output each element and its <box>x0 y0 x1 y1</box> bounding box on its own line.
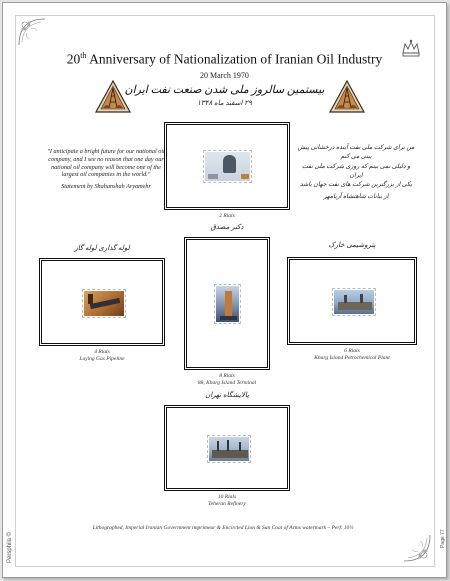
oil-derrick-emblem-icon <box>329 80 365 113</box>
stamp-persian-label: پالایشگاه تهران <box>205 391 249 399</box>
page-title: 20th Anniversary of Nationalization of Iranian Oil Industry <box>66 51 383 67</box>
stamp-persian-label: لوله گذاری لوله گاز <box>74 244 130 252</box>
persian-date: ۲۹ اسفند ماه ۱۳۴۸ <box>197 99 252 107</box>
stamp-8-rials <box>215 285 240 323</box>
stamp-4-rials <box>83 290 125 317</box>
footer-note: Lithographed, Imperial Iranian Government imprimeur & Encircled Lion & Sun Coat of Arms watermark – Perf. 10½ <box>92 525 354 531</box>
stamp-frame-6-rials <box>287 257 417 345</box>
persian-title: بیستمین سالروز ملی شدن صنعت نفت ایران <box>124 84 325 96</box>
stamp-frame-8-rials <box>184 237 270 370</box>
stamp-caption: 10 Rials Teheran Refinery <box>208 494 246 508</box>
english-quote <box>47 148 165 191</box>
page-number: Page 77 <box>440 529 446 548</box>
album-page <box>2 2 447 578</box>
quote-text: "I anticipate a bright future for our national oil company, and I see no reason that one day our national oil company will become one of the largest oil companies in the world." <box>47 148 165 179</box>
corner-ornament-icon <box>402 533 432 563</box>
copyright-text: Persphila © <box>7 531 13 563</box>
stamp-2-rials <box>204 151 251 182</box>
stamp-persian-label: پتروشیمی خارک <box>328 241 376 249</box>
stamp-caption: 2 Rials <box>219 213 235 219</box>
persian-quote-line: و دلیلی نمی بینم که روزی شرکت ملی نفت ایران <box>301 162 411 179</box>
stamp-caption: 6 Rials Kharg Island Petrochemical Plant <box>314 348 390 362</box>
persian-quote <box>295 143 417 202</box>
persian-quote-line: من برای شرکت ملی نفت آینده درخشانی پیش بینی می کنم <box>297 144 415 161</box>
corner-ornament-icon <box>17 17 47 47</box>
stamp-10-rials <box>208 436 250 462</box>
stamp-caption: 4 Rials Laying Gas Pipeline <box>79 349 125 363</box>
persian-quote-attribution: از بیانات شاهنشاه آریامهر <box>323 193 389 201</box>
stamp-frame-4-rials <box>39 258 165 346</box>
oil-derrick-emblem-icon <box>95 80 131 113</box>
issue-date: 20 March 1970 <box>200 71 249 80</box>
quote-attribution: Statement by Shahanshah Aryamehr <box>61 183 151 190</box>
stamp-frame-2-rials <box>164 122 290 210</box>
stamp-6-rials <box>333 289 375 315</box>
stamp-caption: 8 Rials 88, Kharg Island Terminal <box>197 373 257 387</box>
stamp-frame-10-rials <box>164 405 290 491</box>
persian-quote-line: یکی از بزرگترین شرکت های نفت جهان باشد <box>299 181 413 189</box>
stamp-persian-label: دکتر مصدق <box>210 223 244 231</box>
